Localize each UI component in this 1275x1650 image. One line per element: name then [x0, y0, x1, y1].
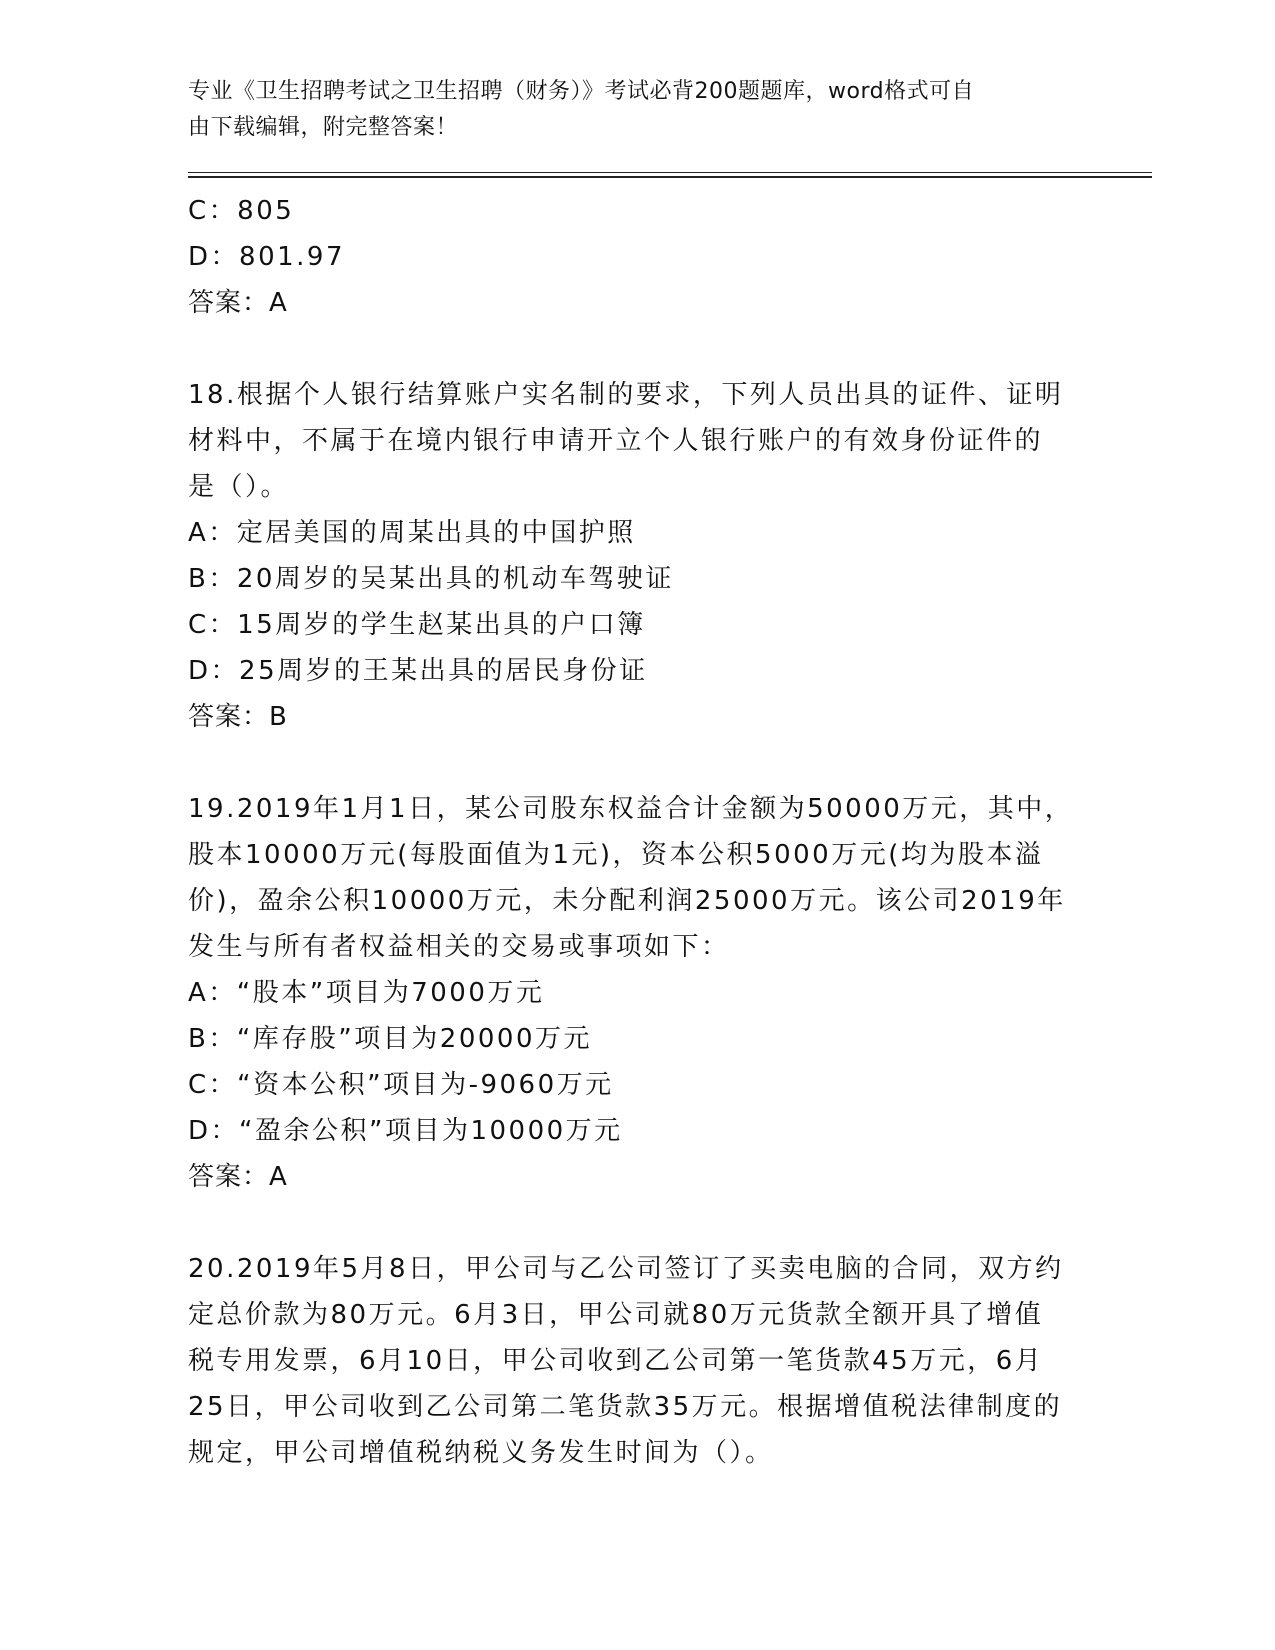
option-d: D：“盈余公积”项目为10000万元 — [188, 1116, 623, 1146]
question-text-line: 股本10000万元(每股面值为1元)，资本公积5000万元(均为股本溢 — [188, 840, 1044, 870]
spacer — [188, 740, 1088, 786]
question-text-line: 价)，盈余公积10000万元，未分配利润25000万元。该公司2019年 — [188, 886, 1066, 916]
answer-line: 答案：B — [188, 702, 288, 732]
question-text-line: 定总价款为80万元。6月3日，甲公司就80万元货款全额开具了增值 — [188, 1300, 1044, 1330]
option-c: C：15周岁的学生赵某出具的户口簿 — [188, 610, 646, 640]
question-text-line: 19.2019年1月1日，某公司股东权益合计金额为50000万元，其中， — [188, 794, 1074, 824]
spacer — [188, 326, 1088, 372]
option-d: D：25周岁的王某出具的居民身份证 — [188, 656, 648, 686]
option-b: B：20周岁的吴某出具的机动车驾驶证 — [188, 564, 674, 594]
answer-line: 答案：A — [188, 288, 288, 318]
previous-question-tail — [188, 188, 1088, 326]
option-a: A：定居美国的周某出具的中国护照 — [188, 518, 636, 548]
question-text-line: 20.2019年5月8日，甲公司与乙公司签订了买卖电脑的合同，双方约 — [188, 1254, 1064, 1284]
header-divider-thick — [188, 176, 1152, 178]
option-d: D：801.97 — [188, 242, 345, 272]
option-c: C：805 — [188, 196, 295, 226]
question-18 — [188, 372, 1088, 740]
question-text-line: 税专用发票，6月10日，甲公司收到乙公司第一笔货款45万元，6月 — [188, 1346, 1044, 1376]
document-header — [188, 74, 1068, 146]
document-body — [188, 188, 1088, 1476]
option-c: C：“资本公积”项目为-9060万元 — [188, 1070, 614, 1100]
question-text-line: 规定，甲公司增值税纳税义务发生时间为（）。 — [188, 1438, 774, 1468]
question-text-line: 发生与所有者权益相关的交易或事项如下： — [188, 932, 730, 962]
header-line-1: 专业《卫生招聘考试之卫生招聘（财务）》考试必背200题题库，word格式可自 — [188, 79, 975, 104]
option-a: A：“股本”项目为7000万元 — [188, 978, 545, 1008]
header-line-2: 由下载编辑，附完整答案！ — [188, 115, 459, 140]
question-text-line: 是（）。 — [188, 472, 290, 502]
option-b: B：“库存股”项目为20000万元 — [188, 1024, 592, 1054]
answer-line: 答案：A — [188, 1162, 288, 1192]
spacer — [188, 1200, 1088, 1246]
header-divider-thin — [188, 172, 1152, 173]
question-text-line: 25日，甲公司收到乙公司第二笔货款35万元。根据增值税法律制度的 — [188, 1392, 1063, 1422]
question-19 — [188, 786, 1088, 1200]
question-text-line: 材料中，不属于在境内银行申请开立个人银行账户的有效身份证件的 — [188, 426, 1044, 456]
question-text-line: 18.根据个人银行结算账户实名制的要求，下列人员出具的证件、证明 — [188, 380, 1064, 410]
question-20 — [188, 1246, 1088, 1476]
